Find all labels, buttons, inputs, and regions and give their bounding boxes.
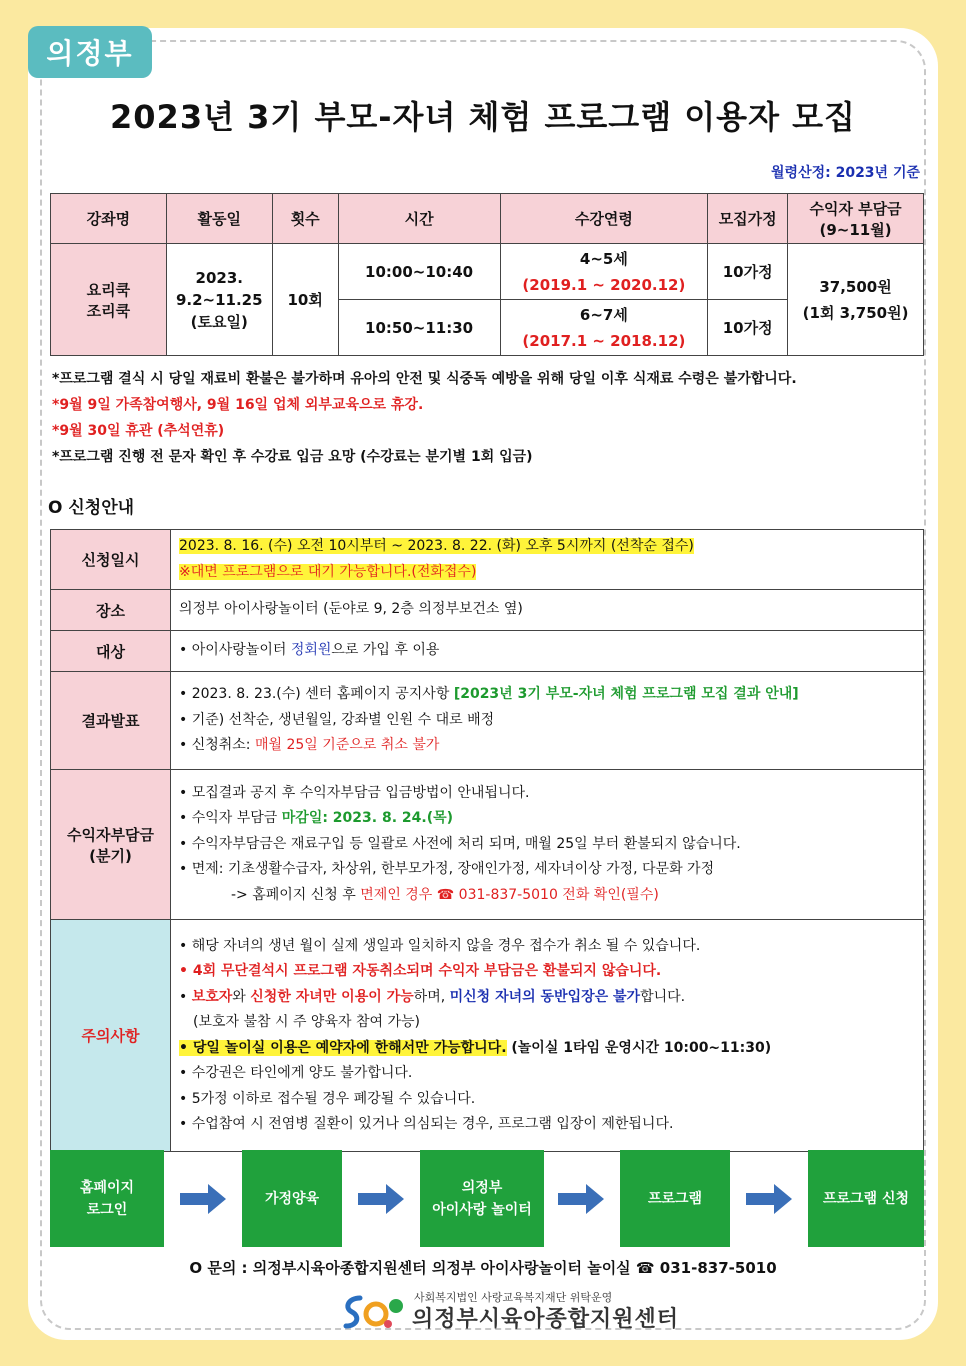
target-label: 대상 bbox=[51, 631, 171, 672]
note-item: *프로그램 진행 전 문자 확인 후 수강료 입금 요망 (수강료는 분기별 1회 입금) bbox=[52, 449, 533, 465]
age-basis-note: 월령산정: 2023년 기준 bbox=[771, 165, 920, 181]
families-1: 10가정 bbox=[708, 244, 788, 300]
header-course: 강좌명 bbox=[51, 194, 167, 244]
time-slot-2: 10:50~11:30 bbox=[338, 300, 500, 356]
target-content: • 아이사랑놀이터 정회원으로 가입 후 이용 bbox=[171, 631, 924, 672]
contact-info: O 문의 : 의정부시육아종합지원센터 의정부 아이사랑놀이터 놀이실 ☎ 031-837-5010 bbox=[189, 1259, 777, 1277]
note-item: *9월 30일 휴관 (추석연휴) bbox=[52, 423, 225, 439]
org-name: 의정부시육아종합지원센터 bbox=[412, 1307, 680, 1332]
caution-content: • 해당 자녀의 생년 월이 실제 생일과 일치하지 않을 경우 접수가 취소 될 수 있습니다. • 4회 무단결석시 프로그램 자동취소되며 수익자 부담금은 환불되지 않습니다. • 보호자와 신청한 자녀만 이용이 가능하며, 미신청 자녀의 동반입장은 불가합니다. (보호자 불참 시 주 양육자 참여 가능) • 당일 놀이실 이용은 예약자에 한해서만 가능합니다. (놀이실 1타임 운영시간 10:00~11:30) • 수강권은 타인에게 양도 불가합니다. • 5가정 이하로 접수될 경우 폐강될 수 있습니다. • 수업참여 시 전염병 질환이 있거나 의심되는 경우, 프로그램 입장이 제한됩니다. bbox=[171, 920, 924, 1152]
step-homepage-login: 홈페이지 로그인 bbox=[50, 1150, 164, 1247]
header-age: 수강연령 bbox=[500, 194, 708, 244]
org-logo-icon bbox=[340, 1292, 410, 1332]
header-time: 시간 bbox=[338, 194, 500, 244]
application-steps bbox=[50, 1150, 924, 1248]
page-title: 2023년 3기 부모-자녀 체험 프로그램 이용자 모집 bbox=[110, 98, 856, 136]
fee-content: • 모집결과 공지 후 수익자부담금 입금방법이 안내됩니다. • 수익자 부담금 마감일: 2023. 8. 24.(목) • 수익자부담금은 재료구입 등 일괄로 사전에 처리 되며, 매월 25일 부터 환불되지 않습니다. • 면제: 기초생활수급자, 차상위, 한부모가정, 장애인가정, 세자녀이상 가정, 다문화 가정 -> 홈페이지 신청 후 면제인 경우 ☎ 031-837-5010 전화 확인(필수) bbox=[171, 770, 924, 920]
step-program: 프로그램 bbox=[620, 1150, 730, 1247]
schedule-table bbox=[50, 193, 924, 356]
result-label: 결과발표 bbox=[51, 672, 171, 770]
org-operator: 사회복지법인 사랑교육복지재단 위탁운영 bbox=[414, 1291, 613, 1304]
course-fee: 37,500원 (1회 3,750원) bbox=[788, 244, 924, 356]
course-dates: 2023. 9.2~11.25 (토요일) bbox=[166, 244, 272, 356]
step-program-apply: 프로그램 신청 bbox=[808, 1150, 924, 1247]
application-table bbox=[50, 529, 924, 1152]
age-group-2: 6~7세 (2017.1 ~ 2018.12) bbox=[500, 300, 708, 356]
header-count: 횟수 bbox=[272, 194, 338, 244]
age-group-1: 4~5세 (2019.1 ~ 2020.12) bbox=[500, 244, 708, 300]
arrow-right-icon bbox=[180, 1184, 226, 1214]
fee-label: 수익자부담금 (분기) bbox=[51, 770, 171, 920]
step-home-care: 가정양육 bbox=[242, 1150, 342, 1247]
caution-label: 주의사항 bbox=[51, 920, 171, 1152]
arrow-right-icon bbox=[746, 1184, 792, 1214]
place-label: 장소 bbox=[51, 590, 171, 631]
families-2: 10가정 bbox=[708, 300, 788, 356]
course-name: 요리쿡 조리쿡 bbox=[51, 244, 167, 356]
time-slot-1: 10:00~10:40 bbox=[338, 244, 500, 300]
arrow-right-icon bbox=[558, 1184, 604, 1214]
step-playground: 의정부 아이사랑 놀이터 bbox=[420, 1150, 544, 1247]
header-dates: 활동일 bbox=[166, 194, 272, 244]
place-content: 의정부 아이사랑놀이터 (둔야로 9, 2층 의정부보건소 옆) bbox=[171, 590, 924, 631]
period-content: 2023. 8. 16. (수) 오전 10시부터 ~ 2023. 8. 22. (화) 오후 5시까지 (선착순 접수) ※대면 프로그램으로 대기 가능합니다.(전화접수) bbox=[171, 530, 924, 590]
result-content: • 2023. 8. 23.(수) 센터 홈페이지 공지사항 [2023년 3기 부모-자녀 체험 프로그램 모집 결과 안내] • 기준) 선착순, 생년월일, 강좌별 인원 수 대로 배정 • 신청취소: 매월 25일 기준으로 취소 불가 bbox=[171, 672, 924, 770]
header-fee: 수익자 부담금 (9~11월) bbox=[788, 194, 924, 244]
region-badge: 의정부 bbox=[28, 26, 152, 78]
note-item: *9월 9일 가족참여행사, 9월 16일 업체 외부교육으로 휴강. bbox=[52, 397, 424, 413]
note-item: *프로그램 결식 시 당일 재료비 환불은 불가하며 유아의 안전 및 식중독 예방을 위해 당일 이후 식재료 수령은 불가합니다. bbox=[52, 371, 797, 387]
notes-list bbox=[52, 366, 797, 470]
course-count: 10회 bbox=[272, 244, 338, 356]
header-families: 모집가정 bbox=[708, 194, 788, 244]
section-title: O 신청안내 bbox=[48, 498, 135, 518]
period-label: 신청일시 bbox=[51, 530, 171, 590]
arrow-right-icon bbox=[358, 1184, 404, 1214]
